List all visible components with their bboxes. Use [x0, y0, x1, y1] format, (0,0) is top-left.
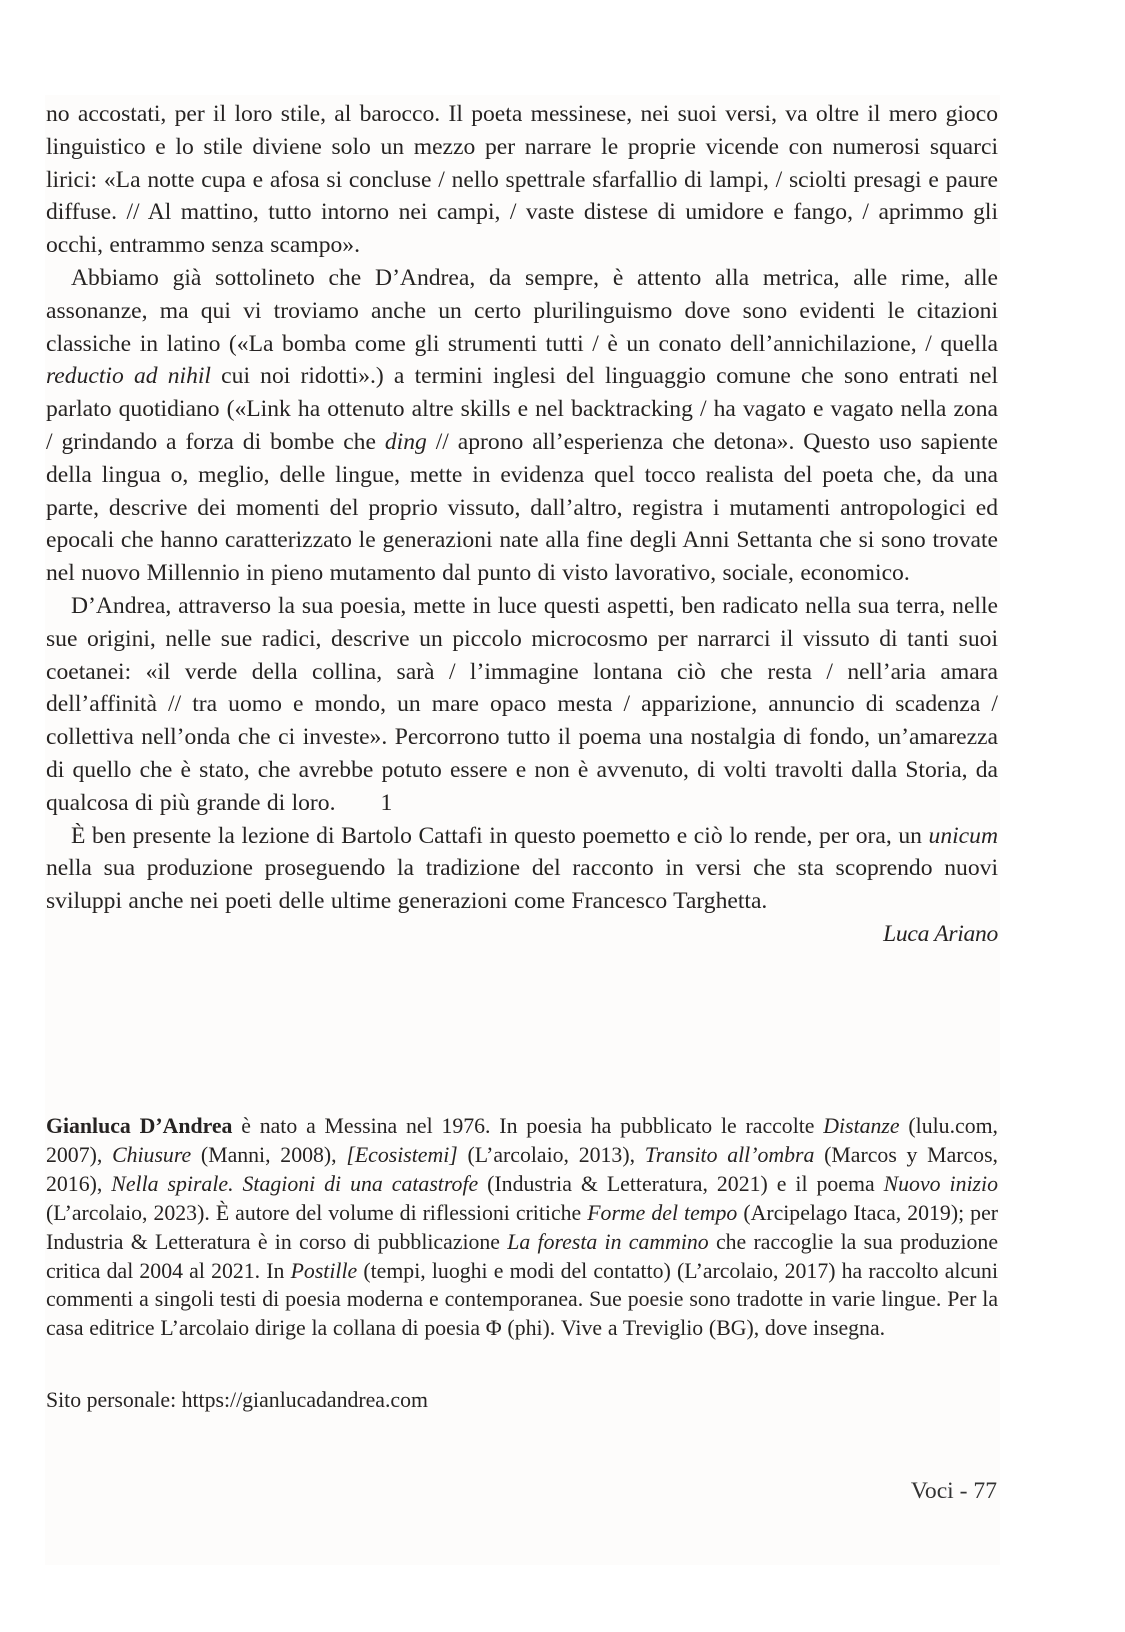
bio-seg-10: (Industria & Letteratura, 2021) e il poema	[478, 1171, 884, 1196]
footnote-mark: 1	[380, 789, 393, 816]
bio-seg-2: (lulu.com, 2007),	[46, 1114, 998, 1167]
p4-text-b: nella sua produzione proseguendo la tradizione del racconto in versi che sta scoprendo nuovi sviluppi anche nei poeti delle ultime generazioni come Francesco Targhetta.	[46, 855, 998, 915]
p2-text-a: Abbiamo già sottolineto che D’Andrea, da sempre, è attento alla metrica, alle rime, alle assonanze, ma qui vi troviamo anche un certo plurilinguismo dove sono evidenti le citazioni classiche in latino («La bomba come gli strumenti tutti / è un conato dell’annichilazione, / quella	[46, 264, 998, 357]
paragraph-4	[46, 820, 998, 918]
paragraph-3	[46, 590, 998, 820]
bio-seg-12: (L’arcolaio, 2023). È autore del volume di riflessioni critiche	[46, 1200, 588, 1225]
p4-unicum-term: unicum	[928, 822, 998, 849]
p2-text-c: // aprono all’esperienza che detona». Questo uso sapiente della lingua o, meglio, delle lingue, mette in evidenza quel tocco realista del poeta che, da una parte, descrive dei momenti del proprio vissuto, dall’altro, registra i mutamenti antropologici ed epocali che hanno caratterizzato le generazioni nate alla fine degli Anni Settanta che si sono trovate nel nuovo Millennio in pieno mutamento dal punto di visto lavorativo, sociale, economico.	[46, 428, 999, 587]
bio-seg-16: che raccoglie la sua produzione critica dal 2004 al 2021. In	[46, 1229, 998, 1283]
bio-title-chiusure: Chiusure	[112, 1142, 192, 1167]
bio-seg-6: (L’arcolaio, 2013),	[457, 1142, 645, 1167]
page-number: Voci - 77	[910, 1478, 997, 1504]
p2-text-b: cui noi ridotti».) a termini inglesi del linguaggio comune che sono entrati nel parlato quotidiano («Link ha ottenuto altre skills e nel backtracking / ha vagato e vagato nella zona / grindando a forza di bombe che	[46, 363, 998, 455]
bio-title-postille: Postille	[290, 1258, 358, 1283]
bio-title-distanze: Distanze	[823, 1114, 900, 1138]
article-signature: Luca Ariano	[883, 920, 998, 947]
p1-text: no accostati, per il loro stile, al barocco. Il poeta messinese, nei suoi versi, va oltre il mero gioco linguistico e lo stile diviene solo un mezzo per narrare le proprie vicende con numerosi squarci lirici: «La notte cupa e afosa si concluse / nello spettrale sfarfallio di lampi, / sciolti presagi e paure diffuse. // Al mattino, tutto intorno nei campi, / vaste distese di umidore e fango, / aprimmo gli occhi, entrammo senza scampo».	[46, 101, 998, 259]
personal-site-line: Sito personale: https://gianlucadandrea.com	[46, 1388, 428, 1412]
author-bio	[46, 1112, 998, 1343]
p2-latin-quote: reductio ad nihil	[46, 363, 211, 390]
article-body	[46, 98, 998, 951]
bio-title-nuovo-inizio: Nuovo inizio	[883, 1171, 998, 1196]
bio-title-forme-del-tempo: Forme del tempo	[587, 1200, 738, 1225]
bio-seg-4: (Manni, 2008),	[191, 1142, 347, 1167]
bio-title-nella-spirale: Nella spirale. Stagioni di una catastrofe	[111, 1171, 479, 1196]
bio-title-la-foresta: La foresta in cammino	[507, 1229, 709, 1254]
p4-text-a: È ben presente la lezione di Bartolo Cattafi in questo poemetto e ciò lo rende, per ora, un	[71, 822, 929, 849]
paragraph-2	[46, 262, 998, 590]
p3-text: D’Andrea, attraverso la sua poesia, mette in luce questi aspetti, ben radicato nella sua terra, nelle sue origini, nelle sue radici, descrive un piccolo microcosmo per narrarci il vissuto di tanti suoi coetanei: «il verde della collina, sarà / l’immagine lontana ciò che resta / nell’aria amara dell’affinità // tra uomo e mondo, un mare opaco mesta / apparizione, annuncio di scadenza / collettiva nell’onda che ci investe». Percorrono tutto il poema una nostalgia di fondo, un’amarezza di quello che è stato, che avrebbe potuto essere e non è avvenuto, di volti travolti dalla Storia, da qualcosa di più grande di loro.	[46, 592, 998, 816]
bio-title-transito: Transito all’ombra	[644, 1142, 815, 1167]
bio-seg-18: (tempi, luoghi e modi del contatto) (L’arcolaio, 2017) ha raccolto alcuni commenti a singoli testi di poesia moderna e contemporanea. Sue poesie sono tradotte in varie lingue. Per la casa editrice L’arcolaio dirige la collana di poesia Φ (phi). Vive a Treviglio (BG), dove insegna.	[46, 1258, 999, 1341]
bio-title-ecosistemi: [Ecosistemi]	[346, 1142, 458, 1167]
bio-seg-8: (Marcos y Marcos, 2016),	[46, 1142, 999, 1196]
bio-seg-14: (Arcipelago Itaca, 2019); per Industria & Letteratura è in corso di pubblicazione	[46, 1200, 998, 1254]
bio-author-name: Gianluca D’Andrea	[46, 1114, 233, 1138]
paragraph-1	[46, 98, 998, 262]
bio-seg-0: è nato a Messina nel 1976. In poesia ha pubblicato le raccolte	[232, 1114, 824, 1138]
p2-ding-term: ding	[384, 428, 427, 455]
